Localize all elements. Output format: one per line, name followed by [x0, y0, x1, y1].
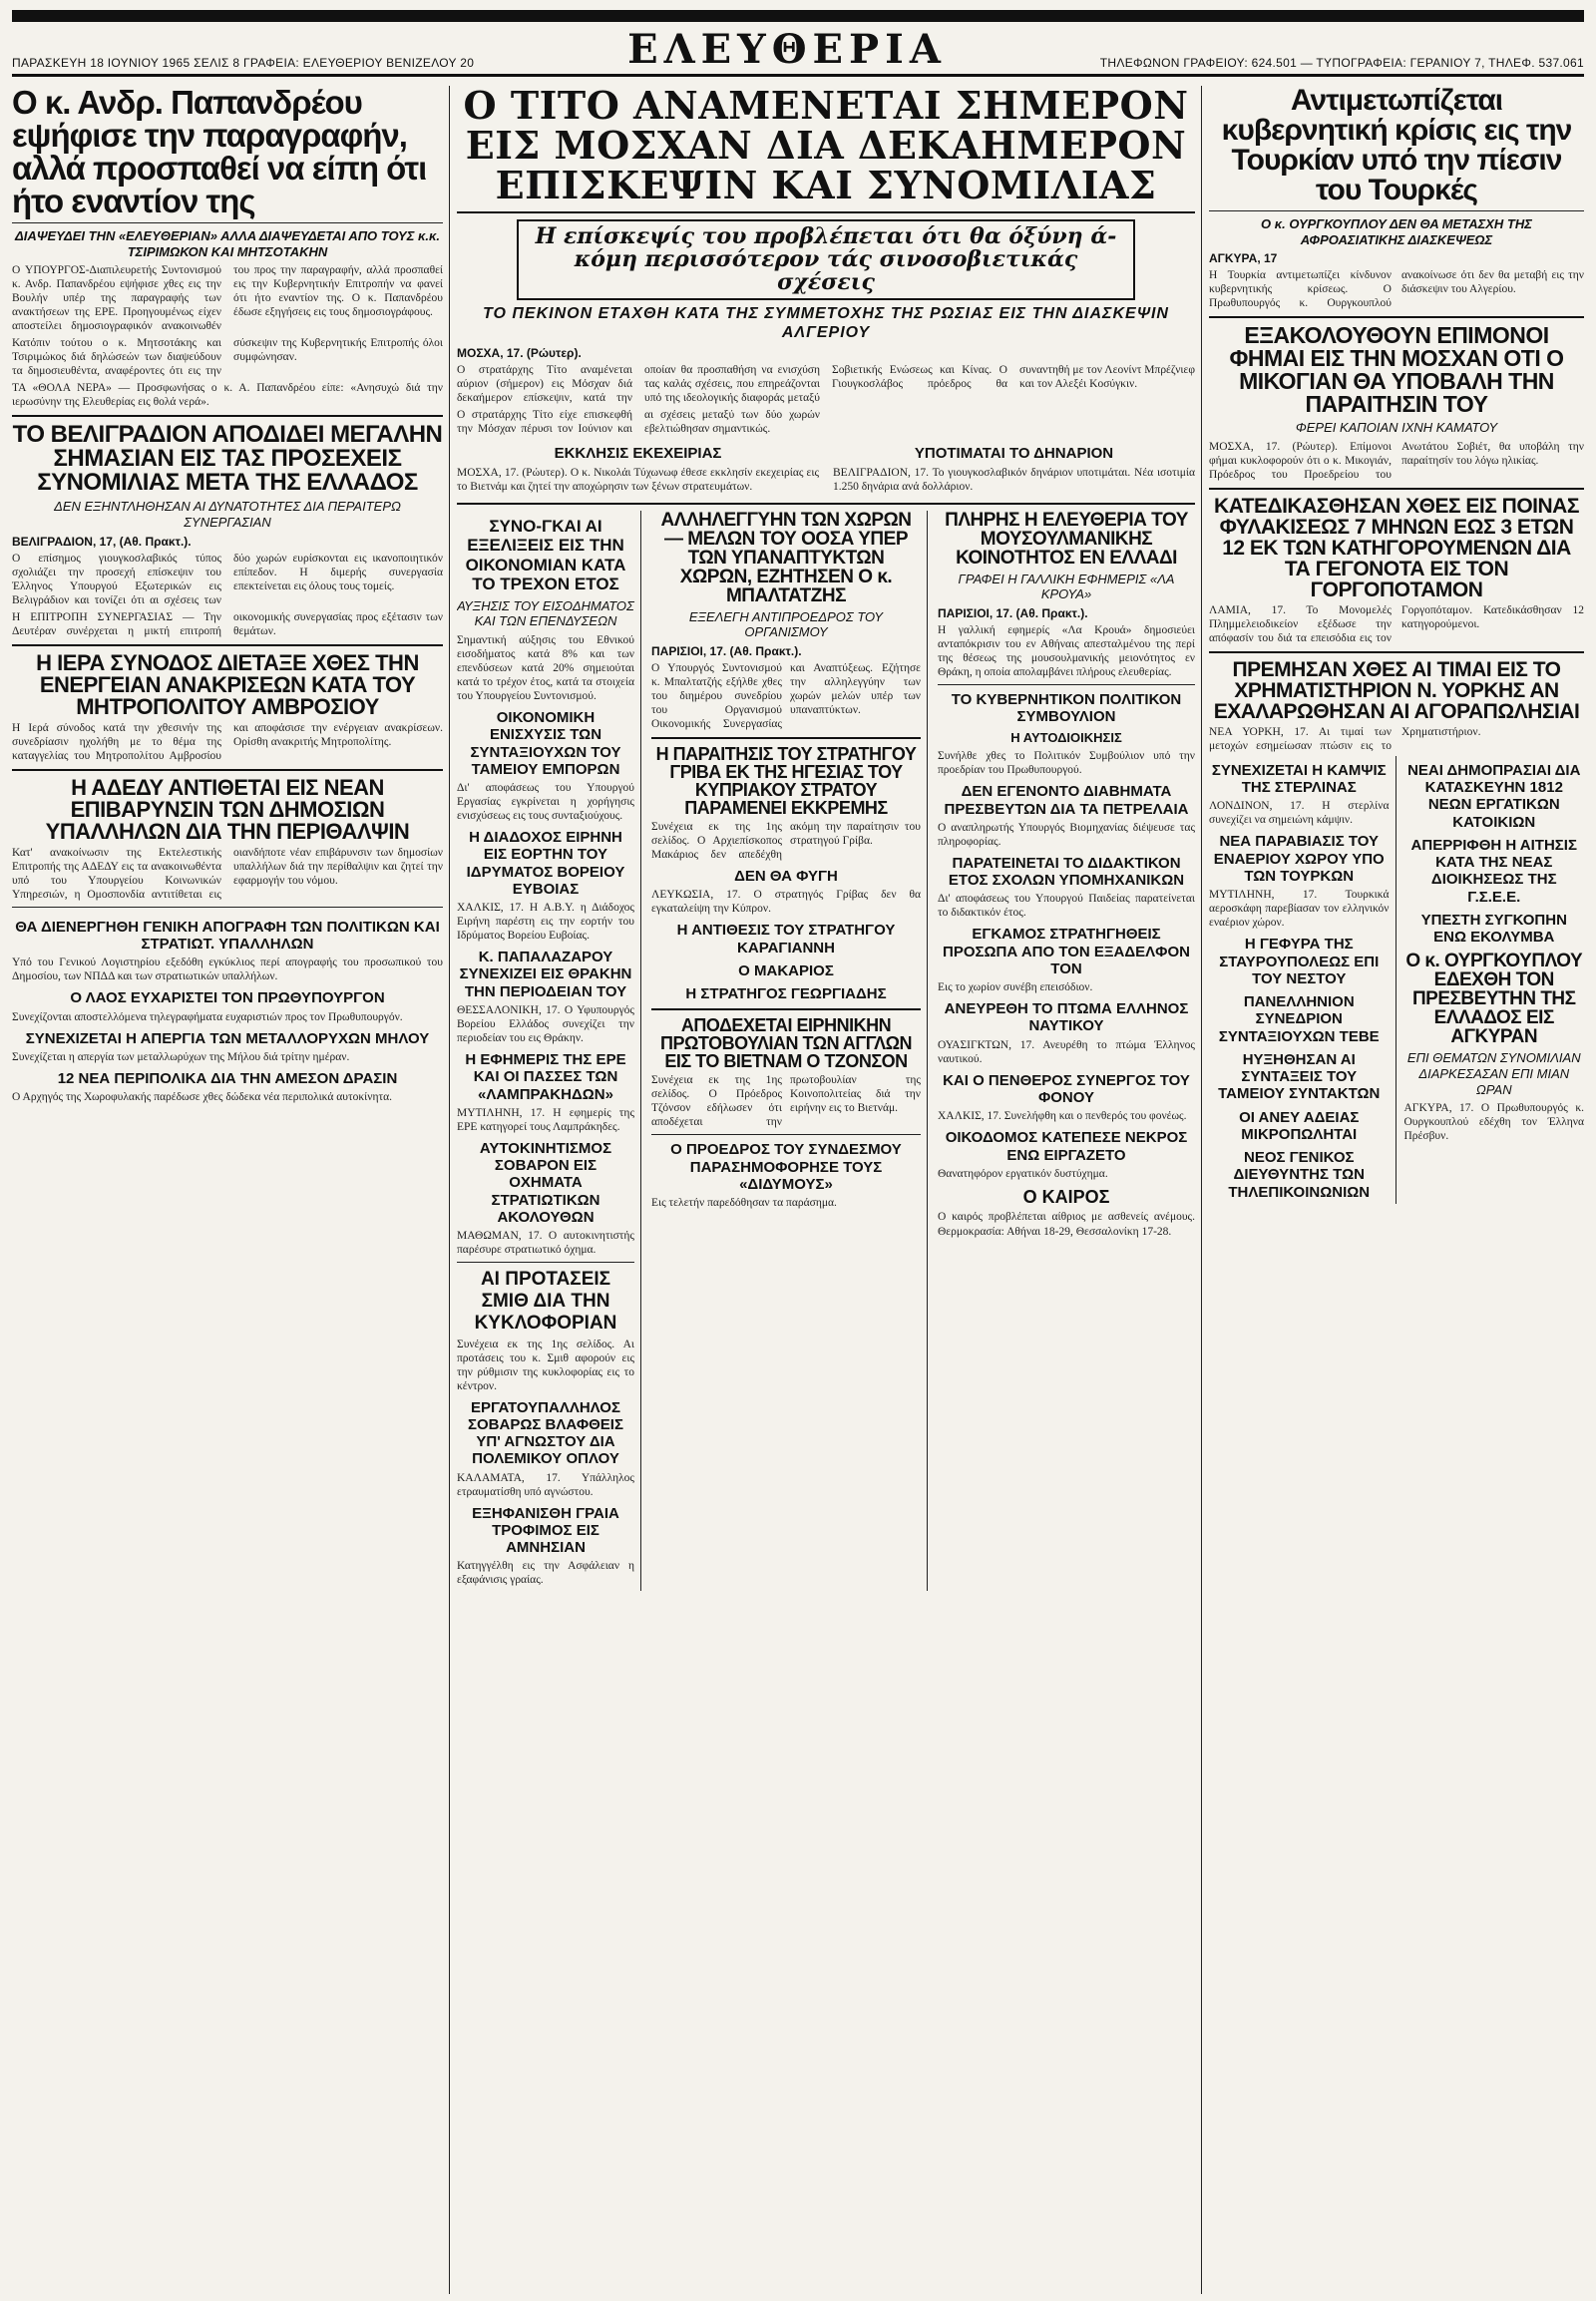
headline-grivas: Η ΠΑΡΑΙΤΗΣΙΣ ΤΟΥ ΣΤΡΑΤΗΓΟΥ ΓΡΙΒΑ ΕΚ ΤΗΣ ΗΓΕΣΙΑΣ ΤΟΥ ΚΥΠΡΙΑΚΟΥ ΣΤΡΑΤΟΥ ΠΑΡΑΜΕΝΕΙ ΕΚΚΡΕΜΗΣ — [655, 743, 917, 818]
headline-vendors: ΟΙ ΑΝΕΥ ΑΔΕΙΑΣ ΜΙΚΡΟΠΩΛΗΤΑΙ — [1239, 1108, 1360, 1143]
article-body: Συνεχίζονται αποστελλόμενα τηλεγραφήματα ευχαριστιών προς τον Πρωθυπουργόν. — [12, 1010, 403, 1023]
article-body: Ο στρατάρχης Τίτο αναμένεται αύριον (σήμερον) εις Μόσχαν διά δεκαήμερον επίσκεψιν, κατά την οποίαν θα προσπαθήση να ενισχύση τας καλάς σχέσεις, που επηρεάζονται υπό της ιδεολογικής διαφοράς μεταξύ Σοβιετικής Ενώσεως και Κίνας. Ο Γιουγκοσλάβος πρόεδρος θα συναντηθή με τον Λεονίντ Μπρέζνιεφ και τον Αλεξέι Κοσύγκιν. — [457, 364, 1195, 405]
column-1 — [12, 86, 443, 2294]
headline-synod: Η ΙΕΡΑ ΣΥΝΟΔΟΣ ΔΙΕΤΑΞΕ ΧΘΕΣ ΤΗΝ ΕΝΕΡΓΕΙΑΝ ΑΝΑΚΡΙΣΕΩΝ ΚΑΤΑ ΤΟΥ ΜΗΤΡΟΠΟΛΙΤΟΥ ΑΜΒΡΟΣΙΟΥ — [36, 649, 419, 719]
article-body: ΝΕΑ ΥΟΡΚΗ, 17. Αι τιμαί των μετοχών εσημείωσαν πτώσιν εις το Χρηματιστήριον. — [1209, 725, 1481, 752]
headline-turkey: Αντιμετωπίζεται κυβερνητική κρίσις εις την Τουρκίαν υπό την πίεσιν του Τουρκές — [1221, 86, 1572, 206]
article-body: ΜΟΣΧΑ, 17. (Ρώυτερ). Ο κ. Νικολάι Τύχωνωφ έθεσε εκκλησίν εκεχειρίας εις το Βιετνάμ και ζητεί την αποχώρησιν των ξένων στρατευμάτων. — [457, 466, 819, 493]
article-body: Δι' αποφάσεως του Υπουργού Παιδείας παρατείνεται το διδακτικόν έτος. — [938, 893, 1195, 920]
column-5 — [1209, 86, 1584, 2294]
headline-papandreou: Ο κ. Ανδρ. Παπανδρέου εψήφισε την παραγραφήν, αλλά προσπαθεί να είπη ότι ήτο εναντίον της — [12, 86, 427, 219]
headline-urguplu: Ο κ. ΟΥΡΓΚΟΥΠΛΟΥ ΕΔΕΧΘΗ ΤΟΝ ΠΡΕΣΒΕΥΤΗΝ ΤΗΣ ΕΛΛΑΔΟΣ ΕΙΣ ΑΓΚΥΡΑΝ — [1405, 951, 1583, 1048]
article-body: ΤΑ «ΘΟΛΑ ΝΕΡΑ» — Προσφωνήσας ο κ. Α. Παπανδρέου είπε: «Ανησυχώ διά την ιερωσύνην της Ελευθερίας εις θολά νερά». — [12, 382, 443, 409]
headline-smith: ΑΙ ΠΡΟΤΑΣΕΙΣ ΣΜΙΘ ΔΙΑ ΤΗΝ ΚΥΚΛΟΦΟΡΙΑΝ — [474, 1269, 617, 1334]
article-body: Σημαντική αύξησις του Εθνικού εισοδήματος κατά 8% και των επενδύσεων κατά 20% σημειούται κατά το τρέχον έτος, κατά τα στοιχεία του Υπουργείου Συντονισμού. — [457, 634, 634, 703]
headline-tebe-congress: ΠΑΝΕΛΛΗΝΙΟΝ ΣΥΝΕΔΡΙΟΝ ΣΥΝΤΑΞΙΟΥΧΩΝ ΤΕΒΕ — [1218, 993, 1380, 1045]
article-body: ΜΥΤΙΛΗΝΗ, 17. Η εφημερίς της ΕΡΕ κατηγορεί τους Λαμπράκηδες. — [457, 1106, 634, 1133]
headline-census: ΘΑ ΔΙΕΝΕΡΓΗΘΗ ΓΕΝΙΚΗ ΑΠΟΓΡΑΦΗ ΤΩΝ ΠΟΛΙΤΙΚΩΝ ΚΑΙ ΣΤΡΑΤΙΩΤ. ΥΠΑΛΛΗΛΩΝ — [15, 918, 440, 953]
article-body: Κατ' ανακοίνωσιν της Εκτελεστικής Επιτροπής της ΑΔΕΔΥ εις τα ανακοινωθέντα υπό του Υπουργείου Κοινωνικών Υπηρεσιών, η Ομοσπονδία αντιτίθεται εις οιανδήποτε νέαν επιβάρυνσιν των δημοσίων υπαλλήλων διά την περίθαλψιν και ζητεί την εφαρμογήν του νόμου. — [12, 846, 443, 901]
headline-ceasefire: ΕΚΚΛΗΣΙΣ ΕΚΕΧΕΙΡΙΑΣ — [554, 445, 722, 463]
headline-thanks: Ο ΛΑΟΣ ΕΥΧΑΡΙΣΤΕΙ ΤΟΝ ΠΡΩΘΥΠΟΥΡΓΟΝ — [70, 989, 385, 1007]
subheadline-la-croix: ΓΡΑΦΕΙ Η ΓΑΛΛΙΚΗ ΕΦΗΜΕΡΙΣ «ΛΑ ΚΡΟΥΑ» — [958, 571, 1175, 602]
article-body: ΛΑΜΙΑ, 17. Το Μονομελές Πλημμελειοδικείον εξέδωσε την απόφασίν του διά τα επεισόδια εις τον Γοργοπόταμον. Κατεδικάσθησαν 12 κατηγορούμενοι. — [1209, 603, 1584, 644]
article-body: Δι' αποφάσεως του Υπουργού Εργασίας εγκρίνεται η χορήγησις ενισχύσεως εις τους συνταξιούχους. — [457, 782, 634, 823]
masthead-left-info: ΠΑΡΑΣΚΕΥΗ 18 ΙΟΥΝΙΟΥ 1965 ΣΕΛΙΣ 8 ΓΡΑΦΕΙΑ: ΕΛΕΥΘΕΡΙΟΥ ΒΕΝΙΖΕΛΟΥ 20 — [12, 56, 475, 70]
headline-bridge: Η ΓΕΦΥΡΑ ΤΗΣ ΣΤΑΥΡΟΥΠΟΛΕΩΣ ΕΠΙ ΤΟΥ ΝΕΣΤΟΥ — [1219, 936, 1380, 987]
article-body: Συνέχεια εκ της 1ης σελίδος. Ο Αρχιεπίσκοπος Μακάριος δεν απεδέχθη ακόμη την παραίτησιν του στρατηγού Γρίβα. — [651, 820, 921, 861]
subheadline-belgrade: ΔΕΝ ΕΞΗΝΤΛΗΘΗΣΑΝ ΑΙ ΔΥΝΑΤΟΤΗΤΕΣ ΔΙΑ ΠΕΡΑΙΤΕΡΩ ΣΥΝΕΡΓΑΣΙΑΝ — [54, 499, 401, 530]
article-body: Η ΕΠΙΤΡΟΠΗ ΣΥΝΕΡΓΑΣΙΑΣ — Την Δευτέραν συνέρχεται η μικτή επιτροπή οικονομικής συνεργασίας προς εξέτασιν των θεμάτων. — [12, 610, 443, 637]
headline-cousin: ΕΓΚΑΜΟΣ ΣΤΡΑΤΗΓΗΘΕΙΣ ΠΡΟΣΩΠΑ ΑΠΟ ΤΟΝ ΕΞΑΔΕΛΦΟΝ ΤΟΝ — [943, 926, 1190, 977]
article-body: ΑΓΚΥΡΑ, 17. Ο Πρωθυπουργός κ. Ουργκουπλού εδέχθη τον Έλληνα Πρέσβυν. — [1403, 1102, 1584, 1143]
headline-princess: Η ΔΙΑΔΟΧΟΣ ΕΙΡΗΝΗ ΕΙΣ ΕΟΡΤΗΝ ΤΟΥ ΙΔΡΥΜΑΤΟΣ ΒΟΡΕΙΟΥ ΕΥΒΟΙΑΣ — [466, 829, 625, 898]
article-body: Συνήλθε χθες το Πολιτικόν Συμβούλιον υπό την προεδρίαν του Πρωθυπουργού. — [938, 750, 1195, 777]
subheadline-papandreou: ΔΙΑΨΕΥΔΕΙ ΤΗΝ «ΕΛΕΥΘΕΡΙΑΝ» ΑΛΛΑ ΔΙΑΨΕΥΔΕΤΑΙ ΑΠΟ ΤΟΥΣ κ.κ. ΤΣΙΡΙΜΩΚΟΝ ΚΑΙ ΜΗΤΣΟΤΑΚΗΝ — [15, 228, 440, 259]
top-rule — [12, 10, 1584, 22]
column-2-3 — [457, 86, 1195, 2294]
article-body: Εις τελετήν παρεδόθησαν τα παράσημα. — [651, 1197, 837, 1210]
article-body: Ο στρατάρχης Τίτο είχε επισκεφθή την Μόσχαν πέρυσι τον Ιούνιον και αι σχέσεις μεταξύ των δύο χωρών εβελτιώθησαν σημαντικώς. — [457, 409, 820, 436]
columns — [12, 86, 1584, 2294]
newspaper-page — [12, 10, 1584, 2294]
subheadline-urguplu: ΕΠΙ ΘΕΜΑΤΩΝ ΣΥΝΟΜΙΛΙΑΝ ΔΙΑΡΚΕΣΑΣΑΝ ΕΠΙ ΜΙΑΝ ΩΡΑΝ — [1406, 1050, 1581, 1097]
headline-pensions: ΗΥΞΗΘΗΣΑΝ ΑΙ ΣΥΝΤΑΞΕΙΣ ΤΟΥ ΤΑΜΕΙΟΥ ΣΥΝΤΑΚΤΩΝ — [1218, 1050, 1381, 1103]
headline-economy: ΣΥΝΟ-ΓΚΑΙ ΑΙ ΕΞΕΛΙΞΕΙΣ ΕΙΣ ΤΗΝ ΟΙΚΟΝΟΜΙΑΝ ΚΑΤΑ ΤΟ ΤΡΕΧΟΝ ΕΤΟΣ — [465, 516, 626, 594]
headline-gorgopotamos: ΚΑΤΕΔΙΚΑΣΘΗΣΑΝ ΧΘΕΣ ΕΙΣ ΠΟΙΝΑΣ ΦΥΛΑΚΙΣΕΩΣ 7 ΜΗΝΩΝ ΕΩΣ 3 ΕΤΩΝ 12 ΕΚ ΤΩΝ ΚΑΤΗΓΟΡΟΥΜΕΝΩΝ ΔΙΑ ΤΑ ΓΕΓΟΝΟΤΑ ΕΙΣ ΤΟΝ ΓΟΡΓΟΠΟΤΑΜΟΝ — [1214, 494, 1579, 601]
article-body: ΚΑΛΑΜΑΤΑ, 17. Υπάλληλος ετραυματίσθη υπό αγνώστου. — [457, 1471, 634, 1498]
article-body: Ο καιρός προβλέπεται αίθριος με ασθενείς ανέμους. Θερμοκρασία: Αθήναι 18-29, Θεσσαλονίκη 17-28. — [938, 1211, 1195, 1238]
dateline: ΒΕΛΙΓΡΑΔΙΟΝ, 17, (Αθ. Πρακτ.). — [12, 534, 192, 549]
article-body: ΒΕΛΙΓΡΑΔΙΟΝ, 17. Το γιουγκοσλαβικόν δηνάριον υποτιμάται. Νέα ισοτιμία 1.250 δηνάρια ανά δολλάριον. — [833, 466, 1195, 493]
headline-ere-paper: Η ΕΦΗΜΕΡΙΣ ΤΗΣ ΕΡΕ ΚΑΙ ΟΙ ΠΑΣΣΕΣ ΤΩΝ «ΛΑΜΠΡΑΚΗΔΩΝ» — [465, 1051, 626, 1103]
article-body: Ο αναπληρωτής Υπουργός Βιομηχανίας διέψευσε τας πληροφορίας. — [938, 821, 1195, 848]
headline-oecd: ΑΛΛΗΛΕΓΓΥΗΝ ΤΩΝ ΧΩΡΩΝ — ΜΕΛΩΝ ΤΟΥ ΟΟΣΑ ΥΠΕΡ ΤΩΝ ΥΠΑΝΑΠΤΥΚΤΩΝ ΧΩΡΩΝ, ΕΖΗΤΗΣΕΝ Ο κ. ΜΠΑΛΤΑΤΖΗΣ — [660, 509, 912, 606]
headline-mikoyan: ΕΞΑΚΟΛΟΥΘΟΥΝ ΕΠΙΜΟΝΟΙ ΦΗΜΑΙ ΕΙΣ ΤΗΝ ΜΟΣΧΑΝ ΟΤΙ Ο ΜΙΚΟΓΙΑΝ ΘΑ ΥΠΟΒΑΛΗ ΤΗΝ ΠΑΡΑΙΤΗΣΙΝ ΤΟΥ — [1229, 322, 1564, 418]
headline-oil: ΔΕΝ ΕΓΕΝΟΝΤΟ ΔΙΑΒΗΜΑΤΑ ΠΡΕΣΒΕΥΤΩΝ ΔΙΑ ΤΑ ΠΕΤΡΕΛΑΙΑ — [944, 783, 1189, 818]
newspaper-title: ΕΛΕΥΘΕΡΙΑ — [627, 26, 947, 73]
article-body: ΜΥΤΙΛΗΝΗ, 17. Τουρκικά αεροσκάφη παρεβίασαν τον ελληνικόν εναέριον χώρον. — [1209, 889, 1390, 930]
headline-makarios: Ο ΜΑΚΑΡΙΟΣ — [738, 961, 834, 979]
article-body: Εις το χωρίον συνέβη επεισόδιον. — [938, 981, 1093, 994]
article-body: ΛΟΝΔΙΝΟΝ, 17. Η στερλίνα συνεχίζει να σημειώνη κάμψιν. — [1209, 800, 1390, 827]
article-body: ΜΟΣΧΑ, 17. (Ρώυτερ). Επίμονοι φήμαι κυκλοφορούν ότι ο κ. Μικογιάν, Πρόεδρος του Προεδρείου του Ανωτάτου Σοβιέτ, θα υποβάλη την παραίτησίν του λόγω ηλικίας. — [1209, 440, 1584, 481]
article-body: ΟΥΑΣΙΓΚΤΩΝ, 17. Ανευρέθη το πτώμα Έλληνος ναυτικού. — [938, 1038, 1195, 1065]
article-body: Θανατηφόρον εργατικόν δυστύχημα. — [938, 1167, 1108, 1180]
headline-papalazarou: Κ. ΠΑΠΑΛΑΖΑΡΟΥ ΣΥΝΕΧΙΖΕΙ ΕΙΣ ΘΡΑΚΗΝ ΤΗΝ ΠΕΡΙΟΔΕΙΑΝ ΤΟΥ — [459, 949, 632, 1000]
article-body: ΜΑΘΩΜΑΝ, 17. Ο αυτοκινητιστής παρέσυρε στρατιωτικό όχημα. — [457, 1230, 634, 1257]
article-body: Κατηγγέλθη εις την Ασφάλειαν η εξαφάνισις γραίας. — [457, 1560, 634, 1587]
headline-dinar: ΥΠΟΤΙΜΑΤΑΙ ΤΟ ΔΗΝΑΡΙΟΝ — [914, 445, 1114, 463]
headline-swimmer: ΥΠΕΣΤΗ ΣΥΓΚΟΠΗΝ ΕΝΩ ΕΚΟΛΥΜΒΑ — [1420, 911, 1567, 947]
headline-sterling: ΣΥΝΕΧΙΖΕΤΑΙ Η ΚΑΜΨΙΣ ΤΗΣ ΣΤΕΡΛΙΝΑΣ — [1211, 761, 1387, 797]
headline-sailor: ΑΝΕΥΡΕΘΗ ΤΟ ΠΤΩΜΑ ΕΛΛΗΝΟΣ ΝΑΥΤΙΚΟΥ — [944, 1000, 1189, 1035]
article-body: ΧΑΛΚΙΣ, 17. Συνελήφθη και ο πενθερός του φονέως. — [938, 1110, 1187, 1123]
headline-council: ΤΟ ΚΥΒΕΡΝΗΤΙΚΟΝ ΠΟΛΙΤΙΚΟΝ ΣΥΜΒΟΥΛΙΟΝ — [951, 690, 1182, 726]
deck-tito: Η επίσκεψίς του προβλέπεται ότι θα όξύνη ά-κόμη περισσότερον τάς σινοσοβιετικάς σχέσεις — [535, 222, 1117, 295]
article-body: ΛΕΥΚΩΣΙΑ, 17. Ο στρατηγός Γρίβας δεν θα εγκαταλείψη την Κύπρον. — [651, 889, 921, 916]
headline-pensioners: ΟΙΚΟΝΟΜΙΚΗ ΕΝΙΣΧΥΣΙΣ ΤΩΝ ΣΥΝΤΑΞΙΟΥΧΩΝ ΤΟΥ ΤΑΜΕΙΟΥ ΕΜΠΟΡΩΝ — [470, 709, 621, 778]
article-body: Ο Αρχηγός της Χωροφυλακής παρέδωσε χθες δώδεκα νέα περιπολικά αυτοκίνητα. — [12, 1091, 392, 1104]
masthead — [12, 26, 1584, 77]
headline-muslim-community: ΠΛΗΡΗΣ Η ΕΛΕΥΘΕΡΙΑ ΤΟΥ ΜΟΥΣΟΥΛΜΑΝΙΚΗΣ ΚΟΙΝΟΤΗΤΟΣ ΕΝ ΕΛΛΑΔΙ — [945, 509, 1188, 569]
article-body: Ο Υπουργός Συντονισμού κ. Μπαλτατζής εξήλθε χθες του διημέρου συνεδρίου του Οργανισμού Οικονομικής Συνεργασίας και Αναπτύξεως. Εζήτησε την αλληλεγγύην των χωρών μελών υπέρ των υπαναπτύκτων. — [651, 661, 921, 730]
subheadline-oecd: ΕΞΕΛΕΓΗ ΑΝΤΙΠΡΟΕΔΡΟΣ ΤΟΥ ΟΡΓΑΝΙΣΜΟΥ — [688, 608, 884, 640]
headline-adedy: Η ΑΔΕΔΥ ΑΝΤΙΘΕΤΑΙ ΕΙΣ ΝΕΑΝ ΕΠΙΒΑΡΥΝΣΙΝ ΤΩΝ ΔΗΜΟΣΙΩΝ ΥΠΑΛΛΗΛΩΝ ΔΙΑ ΤΗΝ ΠΕΡΙΘΑΛΨΙΝ — [45, 774, 410, 844]
headline-will-not-leave: ΔΕΝ ΘΑ ΦΥΓΗ — [734, 868, 838, 885]
headline-accident: ΑΥΤΟΚΙΝΗΤΙΣΜΟΣ ΣΟΒΑΡΟΝ ΕΙΣ ΟΧΗΜΑΤΑ ΣΤΡΑΤΙΩΤΙΚΩΝ ΑΚΟΛΟΥΘΩΝ — [479, 1139, 612, 1226]
dateline: ΠΑΡΙΣΙΟΙ, 17. (Αθ. Πρακτ.). — [651, 643, 802, 658]
headline-gsee: ΑΠΕΡΡΙΦΘΗ Η ΑΙΤΗΣΙΣ ΚΑΤΑ ΤΗΣ ΝΕΑΣ ΔΙΟΙΚΗΣΕΩΣ ΤΗΣ Γ.Σ.Ε.Ε. — [1410, 836, 1577, 906]
article-body: Η Ιερά σύνοδος κατά την χθεσινήν της συνεδρίασιν ηχολήθη με το θέμα της καταγγελίας του Μητροπολίτου Αμβροσίου και αποφάσισε την ενέργειαν ανακρίσεων. Ορίσθη ανακριτής Μητροπολίτης. — [12, 721, 443, 762]
article-body: Συνέχεια εκ της 1ης σελίδος. Αι προτάσεις του κ. Σμιθ αφορούν εις την ρύθμισιν της κυκλοφορίας εις το κέντρον. — [457, 1338, 634, 1392]
subheadline-mikoyan: ΦΕΡΕΙ ΚΑΠΟΙΑΝ ΙΧΝΗ ΚΑΜΑΤΟΥ — [1295, 420, 1498, 436]
headline-worker-injured: ΕΡΓΑΤΟΥΠΑΛΛΗΛΟΣ ΣΟΒΑΡΩΣ ΒΛΑΦΘΕΙΣ ΥΠ' ΑΓΝΩΣΤΟΥ ΔΙΑ ΠΟΛΕΜΙΚΟΥ ΟΠΛΟΥ — [468, 1398, 623, 1468]
article-body: Ο επίσημος γιουγκοσλαβικός τύπος σχολιάζει την προσεχή επίσκεψιν του Έλληνος Υπουργού Εξωτερικών εις Βελιγράδιον και τονίζει ότι αι σχέσεις των δύο χωρών ευρίσκονται εις ικανοποιητικόν επίπεδον. Η διμερής συνεργασία επεκτείνεται εις όλους τους τομείς. — [12, 552, 443, 606]
headline-airspace: ΝΕΑ ΠΑΡΑΒΙΑΣΙΣ ΤΟΥ ΕΝΑΕΡΙΟΥ ΧΩΡΟΥ ΥΠΟ ΤΩΝ ΤΟΥΡΚΩΝ — [1213, 833, 1385, 885]
headline-housing: ΝΕΑΙ ΔΗΜΟΠΡΑΣΙΑΙ ΔΙΑ ΚΑΤΑΣΚΕΥΗΝ 1812 ΝΕΩΝ ΕΡΓΑΤΙΚΩΝ ΚΑΤΟΙΚΙΩΝ — [1407, 761, 1581, 831]
headline-johnson: ΑΠΟΔΕΧΕΤΑΙ ΕΙΡΗΝΙΚΗΝ ΠΡΩΤΟΒΟΥΛΙΑΝ ΤΩΝ ΑΓΓΛΩΝ ΕΙΣ ΤΟ ΒΙΕΤΝΑΜ Ο ΤΖΟΝΣΟΝ — [659, 1015, 913, 1072]
article-body: Η Τουρκία αντιμετωπίζει κίνδυνον κυβερνητικής κρίσεως. Ο Πρωθυπουργός κ. Ουργκουπλού ανακοίνωσε ότι δεν θα μεταβή εις την διάσκεψιν του Αλγερίου. — [1209, 269, 1584, 310]
masthead-right-info: ΤΗΛΕΦΩΝΟΝ ΓΡΑΦΕΙΟΥ: 624.501 — ΤΥΠΟΓΡΑΦΕΙΑ: ΓΕΡΑΝΙΟΥ 7, ΤΗΛΕΦ. 537.061 — [1099, 56, 1584, 70]
article-body: Η γαλλική εφημερίς «Λα Κρουά» δημοσιεύει ανταπόκρισιν του εν Αθήναις απεσταλμένου της περί της θέσεως της μουσουλμανικής μειονότητος εν Θράκη, η οποία απολαμβάνει πλήρους ελευθερίας. — [938, 623, 1195, 678]
headline-tito: Ο ΤΙΤΟ ΑΝΑΜΕΝΕΤΑΙ ΣΗΜΕΡΟΝ ΕΙΣ ΜΟΣΧΑΝ ΔΙΑ ΔΕΚΑΗΜΕΡΟΝ ΕΠΙΣΚΕΨΙΝ ΚΑΙ ΣΥΝΟΜΙΛΙΑΣ — [463, 86, 1189, 207]
headline-patrol-cars: 12 ΝΕΑ ΠΕΡΙΠΟΛΙΚΑ ΔΙΑ ΤΗΝ ΑΜΕΣΟΝ ΔΡΑΣΙΝ — [57, 1069, 398, 1087]
headline-school-year: ΠΑΡΑΤΕΙΝΕΤΑΙ ΤΟ ΔΙΔΑΚΤΙΚΟΝ ΕΤΟΣ ΣΧΟΛΩΝ ΥΠΟΜΗΧΑΝΙΚΩΝ — [948, 854, 1185, 890]
headline-builder: ΟΙΚΟΔΟΜΟΣ ΚΑΤΕΠΕΣΕ ΝΕΚΡΟΣ ΕΝΩ ΕΙΡΓΑΖΕΤΟ — [945, 1129, 1188, 1164]
headline-telecom-director: ΝΕΟΣ ΓΕΝΙΚΟΣ ΔΙΕΥΘΥΝΤΗΣ ΤΩΝ ΤΗΛΕΠΙΚΟΙΝΩΝΙΩΝ — [1228, 1149, 1371, 1201]
article-body: Ο ΥΠΟΥΡΓΟΣ-Διαπιλευρετής Συντονισμού κ. Ανδρ. Παπανδρέου εψήφισε χθες εις την Βουλήν υπέρ της παραγραφής των ανακτήσεων της ΕΡΕ. Προηγουμένως είχεν αποστείλει δημοσιογραφικόν ανακοινωθέν του προς την παραγραφήν, αλλά προσπαθεί εις την Κυβερνητικήν Επιτροπήν να φανεί ότι ήτο εναντίον της. Ο κ. Παπανδρέου έδωσε εξηγήσεις εις τους δημοσιογράφους. — [12, 264, 443, 333]
headline-new-york-exchange: ΠΡΕΜΗΣΑΝ ΧΘΕΣ ΑΙ ΤΙΜΑΙ ΕΙΣ ΤΟ ΧΡΗΜΑΤΙΣΤΗΡΙΟΝ Ν. ΥΟΡΚΗΣ ΑΝ ΕΧΑΛΑΡΩΘΗΣΑΝ ΑΙ ΑΓΟΡΑΠΩΛΗΣΙΑΙ — [1213, 657, 1580, 723]
headline-karagiannis: Η ΑΝΤΙΘΕΣΙΣ ΤΟΥ ΣΤΡΑΤΗΓΟΥ ΚΑΡΑΓΙΑΝΝΗ — [676, 922, 896, 957]
headline-strike: ΣΥΝΕΧΙΖΕΤΑΙ Η ΑΠΕΡΓΙΑ ΤΩΝ ΜΕΤΑΛΛΟΡΥΧΩΝ ΜΗΛΟΥ — [25, 1029, 430, 1047]
subheadline-self-government: Η ΑΥΤΟΔΙΟΙΚΗΣΙΣ — [1010, 730, 1122, 746]
deck2-tito: ΤΟ ΠΕΚΙΝΟΝ ΕΤΑΧΘΗ ΚΑΤΑ ΤΗΣ ΣΥΜΜΕΤΟΧΗΣ ΤΗΣ ΡΩΣΙΑΣ ΕΙΣ ΤΗΝ ΔΙΑΣΚΕΨΙΝ ΑΛΓΕΡΙΟΥ — [483, 304, 1169, 342]
headline-georgiadis: Η ΣΤΡΑΤΗΓΟΣ ΓΕΩΡΓΙΑΔΗΣ — [685, 985, 887, 1003]
headline-didymoi: Ο ΠΡΟΕΔΡΟΣ ΤΟΥ ΣΥΝΔΕΣΜΟΥ ΠΑΡΑΣΗΜΟΦΟΡΗΣΕ ΤΟΥΣ «ΔΙΔΥΜΟΥΣ» — [670, 1141, 902, 1193]
dateline: ΑΓΚΥΡΑ, 17 — [1209, 251, 1278, 266]
subheadline-turkey: Ο κ. ΟΥΡΓΚΟΥΠΛΟΥ ΔΕΝ ΘΑ ΜΕΤΑΣΧΗ ΤΗΣ ΑΦΡΟΑΣΙΑΤΙΚΗΣ ΔΙΑΣΚΕΨΕΩΣ — [1261, 216, 1532, 247]
subheadline-economy: ΑΥΞΗΣΙΣ ΤΟΥ ΕΙΣΟΔΗΜΑΤΟΣ ΚΑΙ ΤΩΝ ΕΠΕΝΔΥΣΕΩΝ — [457, 597, 634, 629]
headline-weather: Ο ΚΑΙΡΟΣ — [1022, 1186, 1110, 1207]
article-body: Συνέχεια εκ της 1ης σελίδος. Ο Πρόεδρος Τζόνσον εδήλωσεν ότι αποδέχεται την πρωτοβουλίαν της Κοινοπολιτείας διά την ειρήνην εις το Βιετνάμ. — [651, 1074, 921, 1129]
headline-missing: ΕΞΗΦΑΝΙΣΘΗ ΓΡΑΙΑ ΤΡΟΦΙΜΟΣ ΕΙΣ ΑΜΝΗΣΙΑΝ — [472, 1504, 619, 1557]
dateline: ΠΑΡΙΣΙΟΙ, 17. (Αθ. Πρακτ.). — [938, 605, 1088, 620]
article-body: Κατόπιν τούτου ο κ. Μητσοτάκης και Τσιριμώκος διά δηλώσεών των διαψεύδουν τα δημοσιευθέντα, αναφέροντες ότι εις την σύσκεψιν της Κυβερνητικής Επιτροπής όλοι συμφώνησαν. — [12, 337, 443, 378]
article-body: ΘΕΣΣΑΛΟΝΙΚΗ, 17. Ο Υφυπουργός Βορείου Ελλάδος συνεχίζει την περιοδείαν του εις Θράκην. — [457, 1003, 634, 1045]
dateline: ΜΟΣΧΑ, 17. (Ρώυτερ). — [457, 346, 582, 361]
article-body: Υπό του Γενικού Λογιστηρίου εξεδόθη εγκύκλιος περί απογραφής του προσωπικού του Δημοσίου, των ΝΠΔΔ και των στρατιωτικών υπαλλήλων. — [12, 957, 443, 983]
headline-father-in-law: ΚΑΙ Ο ΠΕΝΘΕΡΟΣ ΣΥΝΕΡΓΟΣ ΤΟΥ ΦΟΝΟΥ — [943, 1071, 1190, 1107]
article-body: ΧΑΛΚΙΣ, 17. Η Α.Β.Υ. η Διάδοχος Ειρήνη παρέστη εις την εορτήν του Ιδρύματος Βορείου Ευβοίας. — [457, 902, 634, 943]
article-body: Συνεχίζεται η απεργία των μεταλλωρύχων της Μήλου διά τρίτην ημέραν. — [12, 1050, 350, 1063]
headline-belgrade: ΤΟ ΒΕΛΙΓΡΑΔΙΟΝ ΑΠΟΔΙΔΕΙ ΜΕΓΑΛΗΝ ΣΗΜΑΣΙΑΝ ΕΙΣ ΤΑΣ ΠΡΟΣΕΧΕΙΣ ΣΥΝΟΜΙΛΙΑΣ ΜΕΤΑ ΤΗΣ ΕΛΛΑΔΟΣ — [12, 421, 443, 497]
